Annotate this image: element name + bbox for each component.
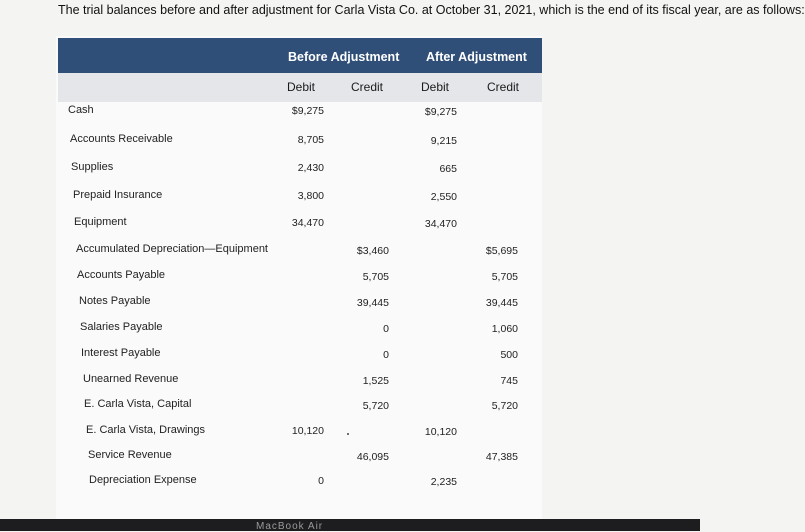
- row-after-credit-value: 39,445: [485, 297, 518, 309]
- row-after-debit-value: 665: [439, 163, 457, 175]
- row-before-credit-value: 5,720: [362, 400, 389, 412]
- row-before-debit-value: 10,120: [291, 425, 324, 437]
- row-before-credit-value: 5,705: [362, 271, 389, 283]
- row-after-credit-value: 500: [500, 349, 518, 361]
- row-after-credit-value: $5,695: [485, 245, 518, 257]
- row-label: Equipment: [74, 216, 127, 228]
- row-label: Depreciation Expense: [89, 474, 197, 486]
- row-label: Salaries Payable: [80, 321, 163, 333]
- row-before-credit-value: 0: [383, 323, 389, 335]
- before-credit-header: Credit: [351, 80, 384, 94]
- row-label: Accounts Payable: [77, 269, 166, 281]
- row-after-credit-value: 745: [500, 375, 518, 387]
- row-label: Cash: [68, 104, 94, 116]
- row-label: Service Revenue: [88, 449, 172, 461]
- row-after-credit-value: 5,705: [491, 271, 518, 283]
- row-before-credit-value: 1,525: [362, 375, 389, 387]
- after-debit-header: Debit: [421, 80, 450, 94]
- row-label: E. Carla Vista, Drawings: [86, 424, 206, 436]
- row-after-debit-value: 10,120: [424, 426, 457, 438]
- row-before-credit-value: 39,445: [356, 297, 389, 309]
- row-label: Unearned Revenue: [83, 373, 179, 385]
- row-before-debit-value: 0: [318, 475, 324, 487]
- before-adjustment-header: Before Adjustment: [288, 50, 400, 64]
- row-label: Interest Payable: [81, 347, 161, 359]
- after-adjustment-header: After Adjustment: [426, 50, 527, 64]
- stray-mark: [347, 433, 349, 435]
- after-credit-header: Credit: [487, 80, 520, 94]
- row-after-debit-value: 9,215: [430, 135, 457, 147]
- row-before-credit-value: 0: [383, 349, 389, 361]
- row-label: Notes Payable: [79, 295, 151, 307]
- device-label: MacBook Air: [256, 521, 324, 532]
- row-after-debit-value: 2,235: [430, 476, 457, 488]
- row-before-credit-value: $3,460: [356, 245, 389, 257]
- row-label: Prepaid Insurance: [73, 189, 163, 201]
- row-label: Accounts Receivable: [70, 133, 173, 145]
- row-before-debit-value: 2,430: [297, 162, 324, 174]
- row-label: Supplies: [71, 161, 114, 173]
- row-before-credit-value: 46,095: [356, 451, 389, 463]
- row-after-debit-value: 2,550: [430, 191, 457, 203]
- row-before-debit-value: $9,275: [291, 105, 324, 117]
- row-before-debit-value: 3,800: [297, 190, 324, 202]
- row-after-credit-value: 5,720: [491, 400, 518, 412]
- question-text: The trial balances before and after adjustment for Carla Vista Co. at October 31, 2021, which is the end of its fiscal year, are as follows:: [58, 3, 805, 17]
- row-before-debit-value: 34,470: [291, 217, 324, 229]
- laptop-bezel: [0, 519, 700, 531]
- row-label: E. Carla Vista, Capital: [84, 398, 192, 410]
- row-label: Accumulated Depreciation—Equipment: [76, 243, 268, 255]
- row-after-debit-value: 34,470: [424, 218, 457, 230]
- before-debit-header: Debit: [287, 80, 316, 94]
- row-after-credit-value: 1,060: [491, 323, 518, 335]
- row-after-debit-value: $9,275: [424, 106, 457, 118]
- row-before-debit-value: 8,705: [297, 134, 324, 146]
- row-after-credit-value: 47,385: [485, 451, 518, 463]
